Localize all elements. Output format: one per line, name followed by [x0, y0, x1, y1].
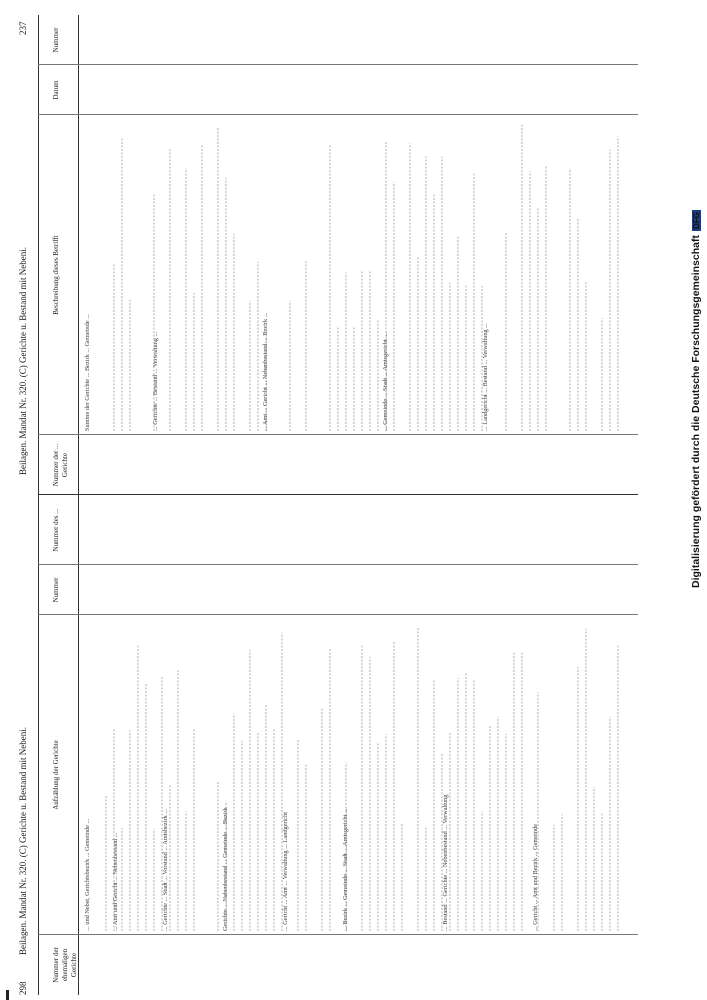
- left-entry: Gerichte ... Nebenbestand ... Gemeinde ... Bezirk: [222, 807, 229, 931]
- scan-texture: [12, 10, 662, 995]
- right-entry: Summe der Gerichte ... Bezirk ... Gemeinde ...: [84, 314, 91, 431]
- col-head-2: Aufzählung der Gerichte: [52, 740, 60, 810]
- left-entry: ... Gericht ... Amt und Bezirk ... Gemeinde: [532, 823, 539, 931]
- left-entry: ... Gerichte ... Stadt ... Vorstand ... Amtsbezirk ...: [162, 808, 169, 931]
- col-head-5: Nummer der ... Gerichte: [52, 443, 69, 487]
- right-entry: ... Gerichte ... Bestand ... Verwaltung ...: [152, 331, 159, 431]
- sidebar-credit: [690, 8, 704, 588]
- left-entry: ... Bestand ... Gerichte ... Nebenbestand ... Verwaltung: [442, 794, 449, 931]
- page-number-right: 237: [18, 21, 28, 35]
- page-number-left: 298: [18, 981, 28, 995]
- col-head-1: Nummer der ehemaligen Gerichte: [52, 947, 78, 983]
- right-entry: ... Landgericht ... Bestand ... Verwaltung ...: [482, 323, 489, 431]
- rotated-sheet: [12, 10, 662, 995]
- scan-mark: [6, 990, 9, 1000]
- dfg-logo: DFG: [692, 212, 701, 230]
- left-entry: ... Bezirk ... Gemeinde ... Stadt ... Amtsgericht ...: [342, 808, 349, 931]
- right-entry: ... Amt ... Gericht ... Nebenbestand ... Bezirk ...: [262, 312, 269, 431]
- header-right: Beilagen. Mandat Nr. 320. (C) Gerichte u. Bestand mit Nebeni.: [18, 247, 28, 475]
- col-head-4: Nummer des ...: [52, 508, 60, 552]
- col-head-3: Nummer: [52, 577, 60, 603]
- col-head-6: Beschreibung dieses Betrifft: [52, 235, 60, 315]
- left-entry: ... Gericht ... Amt ... Verwaltung ... Landgericht: [282, 812, 289, 931]
- col-head-8: Nummer: [52, 27, 60, 53]
- col-head-7: Datum: [52, 80, 60, 100]
- left-entry: ... und Nebst, Gerichtsbezirk ... Gemeinde ...: [84, 818, 91, 931]
- right-entry: ... Gemeinde ... Stadt ... Amtsgericht ...: [382, 333, 389, 431]
- header-left: Beilagen. Mandat Nr. 320. (C) Gerichte u. Bestand mit Nebeni.: [18, 727, 28, 955]
- left-entry: ... Amt und Gericht ... Nebenbestand ...: [112, 832, 119, 931]
- sidebar-text: Digitalisierung gefördert durch die Deutsche Forschungsgemeinschaft: [690, 235, 702, 588]
